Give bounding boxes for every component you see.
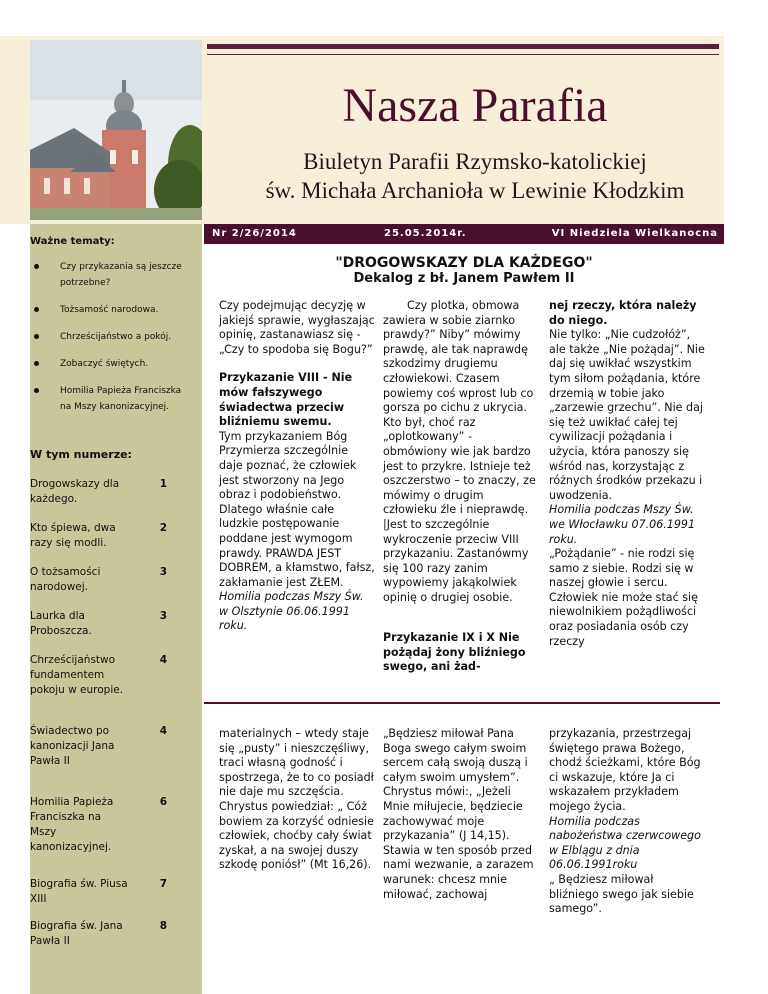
top-rule-thin [207, 54, 719, 55]
paragraph: Czy plotka, obmowa zawiera w sobie ziarnko prawdy?” Niby” mówimy prawdę, ale tak naprawdę szkodzimy drugiemu człowiekowi. Czasem powiemy coś wprost lub co gorsza po cichu z ukrycia. Kto był, choć raz „oplotkowany” - obmówiony wie jak bardzo jest to przykre. Istnieje też oszczerstwo – to znaczy, ze mówimy o drugim człowieku źle i nieprawdę. |Jest to szczególnie wykroczenie przeciw VIII przykazaniu. Zastanówmy się 100 razy zanim wypowiemy jakąkolwiek opinię o drugiej osobie. [383, 299, 536, 604]
paragraph: materialnych – wtedy staje się „pusty” i nieszczęśliwy, traci własną godność i spostrzega, że to co posiadł nie daje mu szczęścia. Chrystus powiedział: „ Cóż bowiem za korzyść odniesie człowiek, choćby cały świat zyskał, a na swojej duszy szkodę poniósł” (Mt 16,26). [219, 727, 374, 872]
toc-item[interactable]: Biografia św. Piusa XIII 7 [30, 878, 167, 905]
toc-item[interactable]: Biografia św. Jana Pawła II 8 [30, 920, 167, 947]
toc-item[interactable]: Drogowskazy dla każdego. 1 [30, 478, 167, 505]
topics-heading: Ważne tematy: [30, 236, 115, 247]
paragraph: „Pożądanie” - nie rodzi się samo z siebie. Rodzi się w naszej głowie i sercu. Człowiek nie może stać się niewolnikiem pożądliwości oraz posiadania osób czy rzeczy [549, 547, 698, 648]
top-rule [207, 44, 719, 49]
article-column-4 [219, 727, 375, 987]
toc-heading: W tym numerze: [30, 448, 132, 461]
article-title: "DROGOWSKAZY DLA KAŻDEGO" [335, 255, 593, 271]
toc-item[interactable]: Chrześcijaństwo fundamentem pokoju w europie. 4 [30, 654, 167, 696]
paragraph: przykazania, przestrzegaj świętego prawa Bożego, chodź ścieżkami, które Bóg ci wskazuje, które Ja ci wskazałem przykładem mojego życia. [549, 727, 701, 813]
toc-item[interactable]: Laurka dla Proboszcza. 3 [30, 610, 167, 637]
table-of-contents [30, 448, 195, 949]
church-photo [30, 40, 202, 220]
article-column-5 [383, 727, 539, 987]
commandment-heading: nej rzeczy, która należy do niego. [549, 299, 697, 327]
article-subtitle: Dekalog z bł. Janem Pawłem II [353, 271, 575, 286]
toc-item[interactable]: O tożsamości narodowej. 3 [30, 566, 167, 593]
citation: Homilia podczas Mszy Św. we Włocławku 07.06.1991 roku. [549, 503, 696, 546]
issue-occasion: VI Niedziela Wielkanocna [551, 228, 718, 239]
paragraph: Czy podejmując decyzję w jakiejś sprawie, wygłaszając opinię, zastanawiasz się - „Czy to spodoba się Bogu?” [219, 299, 375, 356]
article-column-6 [549, 727, 705, 987]
newsletter-subtitle: Biuletyn Parafii Rzymsko-katolickiej św. Michała Archanioła w Lewinie Kłodzkim [265, 149, 685, 203]
toc-item[interactable]: Świadectwo po kanonizacji Jana Pawła II 4 [30, 725, 167, 767]
issue-number: Nr 2/26/2014 [212, 228, 297, 239]
citation: Homilia podczas nabożeństwa czerwcowego w Elblągu z dnia 06.06.1991roku [549, 814, 701, 872]
commandment-heading: Przykazanie VIII - Nie mów fałszywego świadectwa przeciw bliźniemu swemu. [219, 371, 353, 429]
important-topics [30, 236, 195, 426]
topic-item: Homilia Papieża Franciszka na Mszy kanonizacyjnej. [30, 383, 195, 415]
paragraph: „Będziesz miłował Pana Boga swego całym swoim sercem całą swoją duszą i całym swoim umysłem”. Chrystus mówi:, „Jeżeli Mnie miłujecie, będziecie zachowywać moje przykazania” (J 14,15). Stawia w ten sposób przed nami wezwanie, a zarazem warunek: chcesz mnie miłować, zachowaj [383, 727, 534, 901]
paragraph: Tym przykazaniem Bóg Przymierza szczególnie daje poznać, że człowiek jest stworzony na Jego obraz i podobieństwo. Dlatego właśnie całe ludzkie postępowanie poddane jest wymogom prawdy. PRAWDA JEST DOBREM, a kłamstwo, fałsz, zakłamanie jest ZŁEM. [219, 429, 375, 589]
toc-item[interactable]: Kto śpiewa, dwa razy się modli. 2 [30, 522, 167, 549]
commandment-heading: Przykazanie IX i X Nie pożądaj żony bliźniego swego, ani żad- [383, 631, 526, 674]
paragraph: „ Będziesz miłował bliźniego swego jak siebie samego”. [549, 872, 694, 916]
paragraph: Nie tylko: „Nie cudzołóż”, ale także „Nie pożądaj”. Nie daj się uwikłać wszystkim tym siłom pożądania, które drzemią w tobie jako „zarzewie grzechu”. Nie daj się też uwikłać całej tej cywilizacji pożądania i użycia, która panoszy się wśród nas, korzystając z różnych środków przekazu i uwodzenia. [549, 328, 705, 502]
issue-date: 25.05.2014r. [384, 228, 467, 239]
toc-item[interactable]: Homilia Papieża Franciszka na Mszy kanonizacyjnej. 6 [30, 796, 167, 853]
issue-bar [204, 224, 724, 244]
topic-item: Czy przykazania są jeszcze potrzebne? [30, 259, 195, 291]
topic-item: Chrześcijaństwo a pokój. [30, 329, 195, 345]
article-column-2 [383, 299, 539, 684]
section-divider [204, 702, 720, 704]
article-column-3 [549, 299, 705, 684]
newsletter-title: Nasza Parafia [342, 79, 608, 132]
citation: Homilia podczas Mszy Św. w Olsztynie 06.06.1991 roku. [219, 590, 364, 633]
topic-item: Tożsamość narodowa. [30, 302, 195, 318]
topic-item: Zobaczyć świętych. [30, 356, 195, 372]
article-column-1 [219, 299, 375, 684]
